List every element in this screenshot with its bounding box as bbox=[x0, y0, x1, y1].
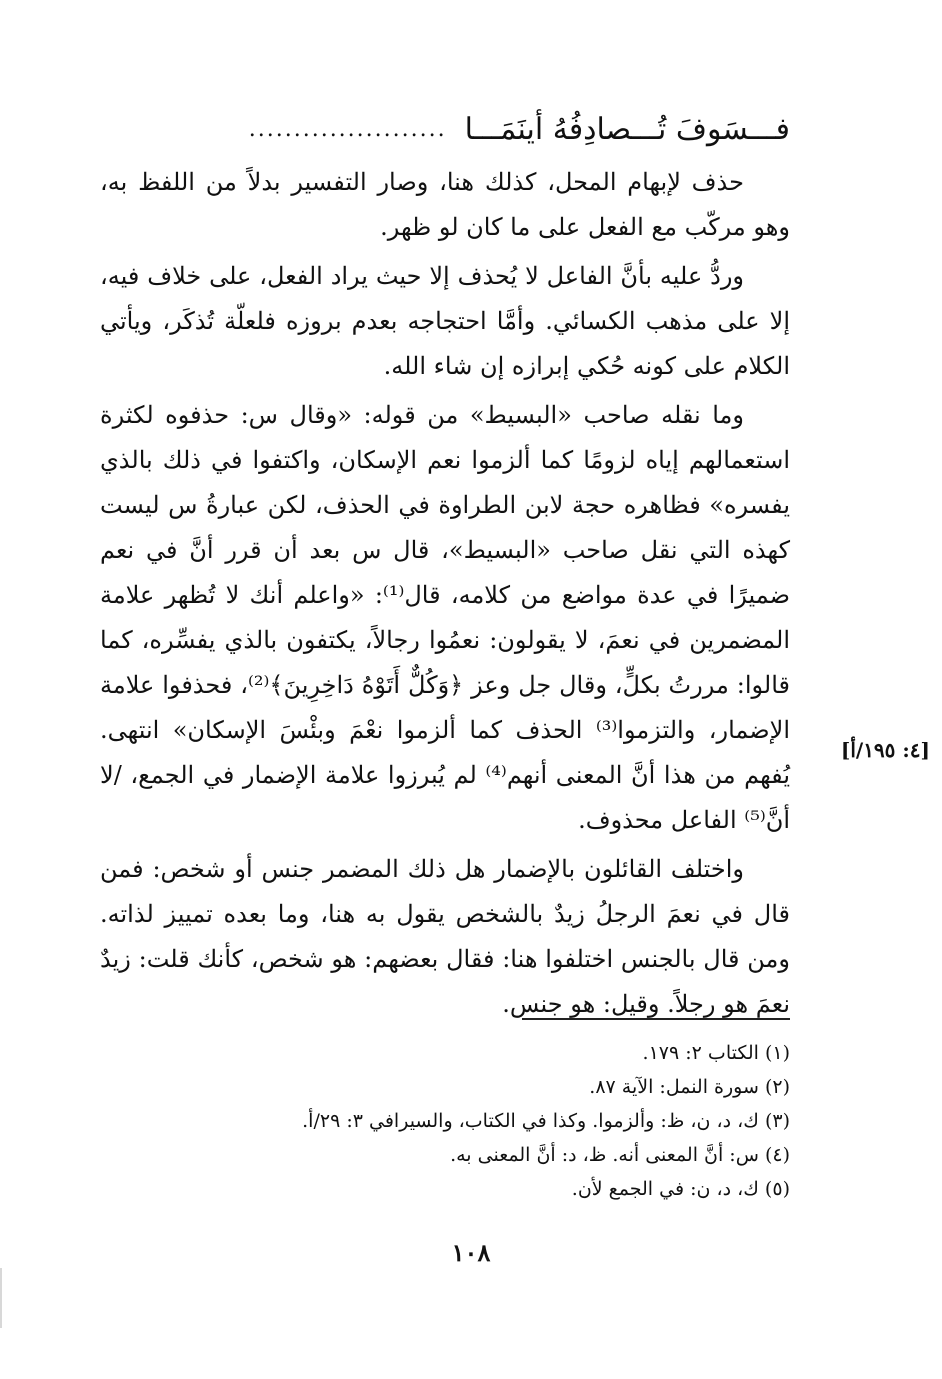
paragraph: واختلف القائلون بالإضمار هل ذلك المضمر جنس أو شخص: فمن قال في نعمَ الرجلُ زيدٌ بالشخص يقول به هنا، وما بعده تمييز لذاته. ومن قال بالجنس اختلفوا هنا: فقال بعضهم: هو شخص، كأنك قلت: زيدٌ نعمَ هو رجلاً. وقيل: هو جنس. bbox=[100, 855, 790, 1018]
footnote: (٢) سورة النمل: الآية ٨٧. bbox=[589, 1076, 790, 1098]
paragraph: حذف لإبهام المحل، كذلك هنا، وصار التفسير بدلاً من اللفظ به، وهو مركّب مع الفعل على ما كان لو ظهر. bbox=[100, 168, 790, 241]
footnote: (٤) س: أنَّ المعنى أنه. ظ، د: أنَّ المعنى به. bbox=[450, 1144, 790, 1166]
paragraph: وردُّ عليه بأنَّ الفاعل لا يُحذف إلا حيث يراد الفعل، على خلاف فيه، إلا على مذهب الكسائي. وأمَّا احتجاجه بعدم بروزه فلعلّة تُذكَر، ويأتي الكلام على كونه حُكي إبرازه إن شاء الله. bbox=[100, 262, 790, 380]
header-title: فـــسَوفَ تُـــصادِفُهُ أينَمَـــا bbox=[464, 111, 790, 147]
footnote: (٥) ك، د، ن: في الجمع لأن. bbox=[571, 1178, 790, 1200]
page-number: ١٠٨ bbox=[451, 1238, 491, 1267]
manuscript-folio-note: [٤: ١٩٥/أ] bbox=[840, 738, 930, 762]
header-dot-leader: ...................... bbox=[248, 116, 447, 142]
main-text bbox=[100, 160, 790, 1027]
paragraph: وما نقله صاحب «البسيط» من قوله: «وقال س: حذفوه لكثرة استعمالهم إياه لزومًا كما ألزموا نعم الإسكان، واكتفوا في ذلك بالذي يفسره» فظاهره حجة لابن الطراوة في الحذف، لكن عبارةُ س ليست كهذه التي نقل صاحب «البسيط»، قال س بعد أن قرر أنَّ في نعم ضميرًا في عدة مواضع من كلامه، قال⁽¹⁾: «واعلم أنك لا تُظهر علامة المضمرين في نعمَ، لا يقولون: نعمُوا رجالاً، يكتفون بالذي يفسِّره، كما قالوا: مررتُ بكلٍّ، وقال جل وعز ﴿وَكُلٌّ أَتَوْهُ دَاخِرِينَ﴾⁽²⁾، فحذفوا علامة الإضمار، والتزموا⁽³⁾ الحذف كما ألزموا نعْمَ وبئْسَ الإسكان» انتهى. يُفهم من هذا أنَّ المعنى أنهم⁽⁴⁾ لم يُبرزوا علامة الإضمار في الجمع، /لا أنَّ⁽⁵⁾ الفاعل محذوف. bbox=[100, 401, 791, 834]
footnote: (٣) ك، د، ن، ظ: وألزموا. وكذا في الكتاب، والسيرافي ٣: ٢٩/أ. bbox=[302, 1110, 790, 1132]
footnote: (١) الكتاب ٢: ١٧٩. bbox=[642, 1042, 790, 1064]
footnote-separator bbox=[522, 1018, 790, 1020]
running-header bbox=[100, 104, 790, 154]
scan-edge-mark bbox=[0, 1268, 2, 1328]
footnotes-list bbox=[100, 1036, 790, 1206]
